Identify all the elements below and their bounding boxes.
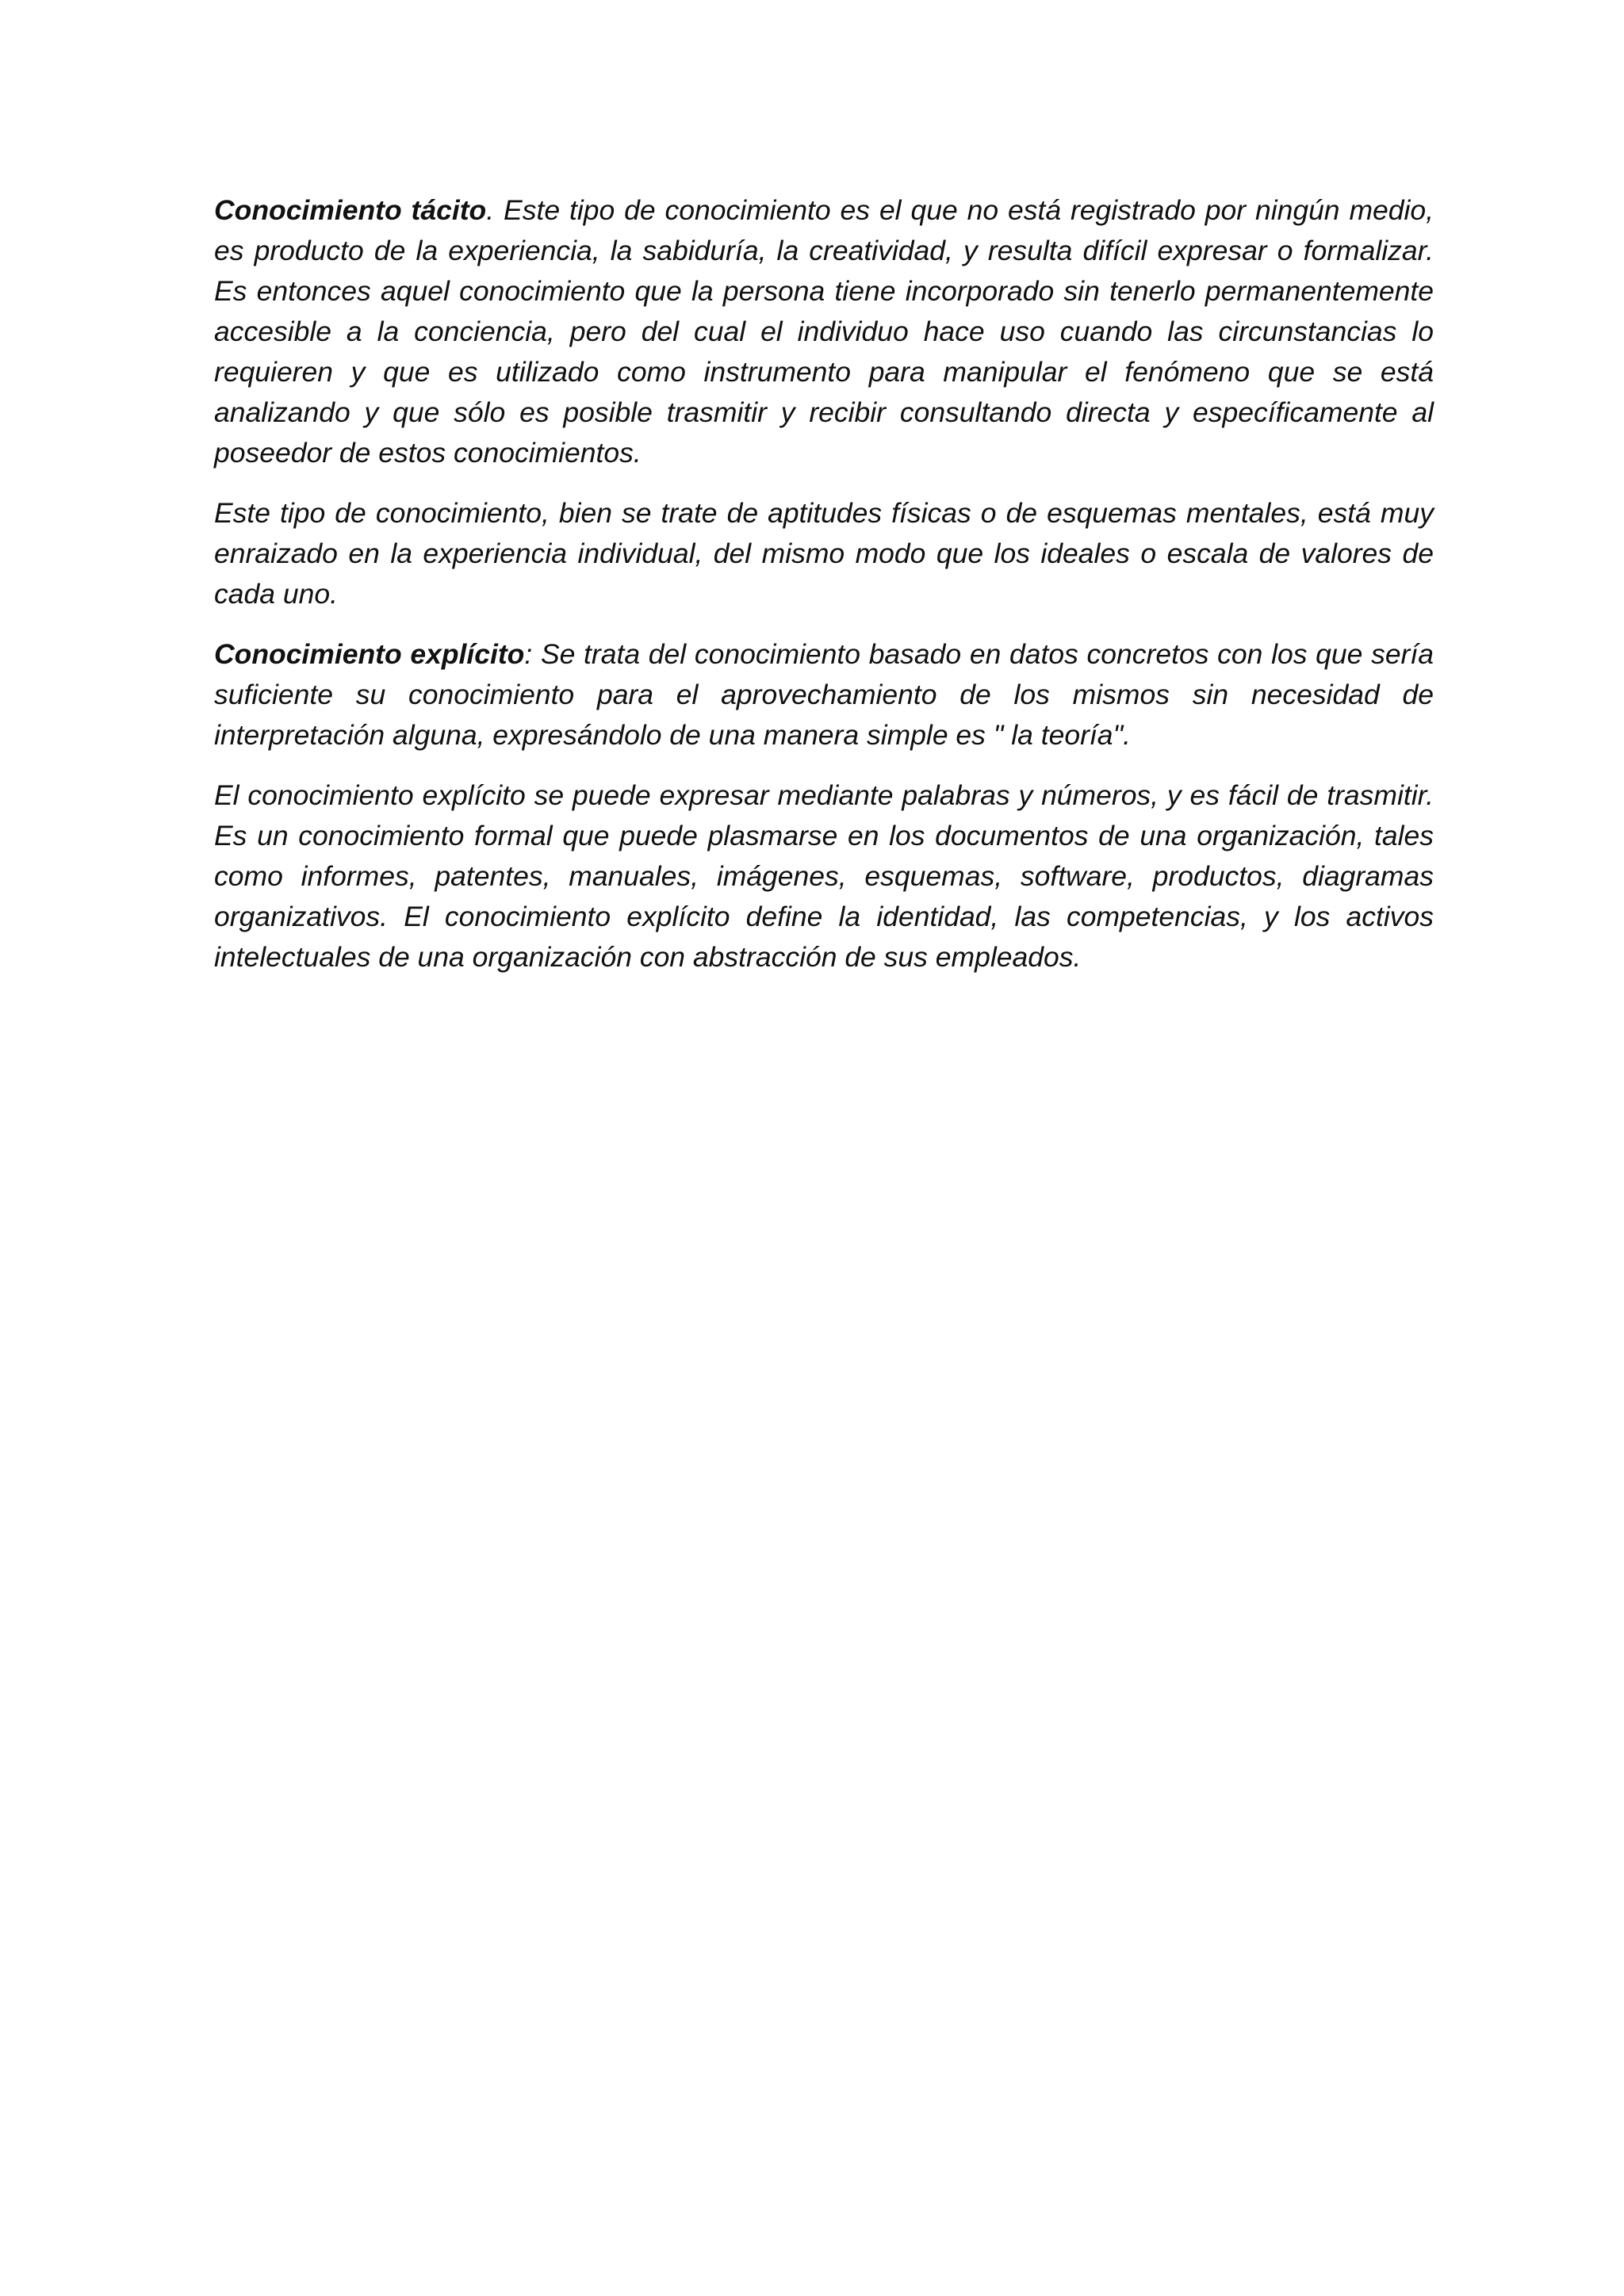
paragraph-text: Este tipo de conocimiento, bien se trate de aptitudes físicas o de esquemas mentales, está muy enraizado en la experiencia individual, del mismo modo que los ideales o escala de valores de cada uno. <box>214 497 1434 610</box>
paragraph-explicit-detail <box>214 775 1434 978</box>
document-body <box>214 190 1434 997</box>
term-separator: . <box>486 194 495 226</box>
term-separator: : <box>524 638 533 670</box>
paragraph-text: Se trata del conocimiento basado en datos concretos con los que sería suficiente su conocimiento para el aprovechamiento de los mismos sin necesidad de interpretación alguna, expresándolo de una manera simple es " la teoría". <box>214 638 1434 751</box>
paragraph-text: Este tipo de conocimiento es el que no está registrado por ningún medio, es producto de la experiencia, la sabiduría, la creatividad, y resulta difícil expresar o formalizar. Es entonces aquel conocimiento que la persona tiene incorporado sin tenerlo permanentemente accesible a la conciencia, pero del cual el individuo hace uso cuando las circunstancias lo requieren y que es utilizado como instrumento para manipular el fenómeno que se está analizando y que sólo es posible trasmitir y recibir consultando directa y específicamente al poseedor de estos conocimientos. <box>214 194 1434 469</box>
paragraph-tacit-detail <box>214 493 1434 614</box>
paragraph-tacit-definition <box>214 190 1434 473</box>
term-tacit-knowledge: Conocimiento tácito <box>214 194 487 226</box>
paragraph-text: El conocimiento explícito se puede expresar mediante palabras y números, y es fácil de trasmitir. Es un conocimiento formal que puede plasmarse en los documentos de una organización, tales como informes, patentes, manuales, imágenes, esquemas, software, productos, diagramas organizativos. El conocimiento explícito define la identidad, las competencias, y los activos intelectuales de una organización con abstracción de sus empleados. <box>214 779 1434 973</box>
paragraph-explicit-definition <box>214 634 1434 756</box>
term-explicit-knowledge: Conocimiento explícito <box>214 638 525 670</box>
